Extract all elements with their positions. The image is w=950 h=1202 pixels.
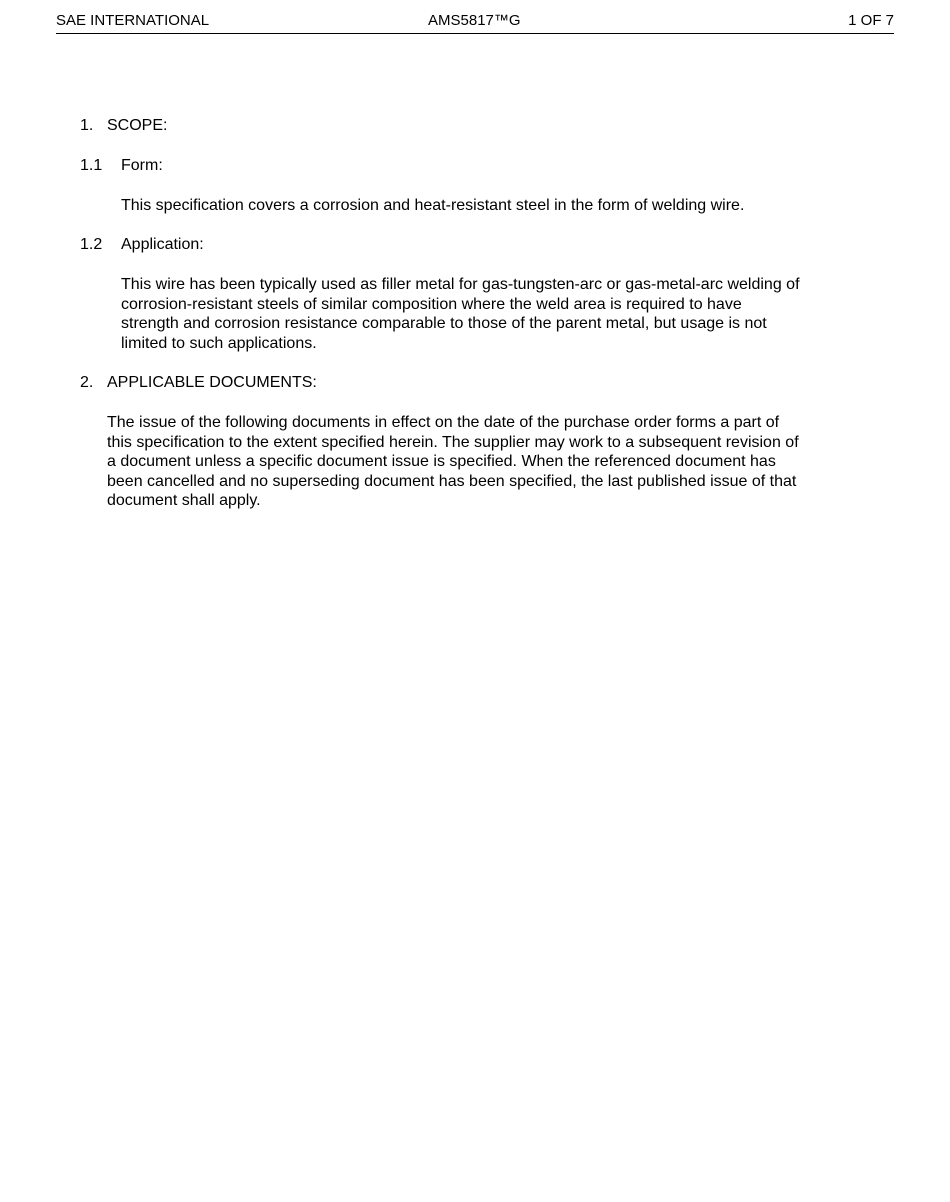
section-2-body-line: this specification to the extent specified herein. The supplier may work to a subsequent revision of [107,433,799,451]
section-1-2-body-line: corrosion-resistant steels of similar composition where the weld area is required to have [121,295,742,313]
section-2-number: 2. [80,374,94,391]
header-document-id: AMS5817™G [428,12,521,29]
section-2-title: APPLICABLE DOCUMENTS: [107,374,317,391]
section-2-body-line: been cancelled and no superseding document has been specified, the last published issue of that [107,472,797,490]
section-1-title: SCOPE: [107,117,168,134]
section-1-1-title: Form: [121,157,163,174]
section-1-2-body-line: This wire has been typically used as filler metal for gas-tungsten-arc or gas-metal-arc welding of [121,276,800,293]
section-1-number: 1. [80,117,94,134]
section-1-2-body-line: strength and corrosion resistance comparable to those of the parent metal, but usage is not [121,315,767,332]
section-2-body-line: a document unless a specific document issue is specified. When the referenced document has [107,453,776,470]
section-2-body-line: document shall apply. [107,492,261,509]
header-organization: SAE INTERNATIONAL [56,12,210,29]
section-1-2-title: Application: [121,236,204,253]
header-page-number: 1 OF 7 [848,12,894,29]
section-2-body-line: The issue of the following documents in effect on the date of the purchase order forms a part of [107,414,780,431]
section-1-2-number: 1.2 [80,236,103,253]
section-1-1-number: 1.1 [80,157,103,174]
section-1-1-body: This specification covers a corrosion and heat-resistant steel in the form of welding wire. [121,197,745,214]
section-1-2-body-line: limited to such applications. [121,334,317,352]
page-header [56,0,894,34]
